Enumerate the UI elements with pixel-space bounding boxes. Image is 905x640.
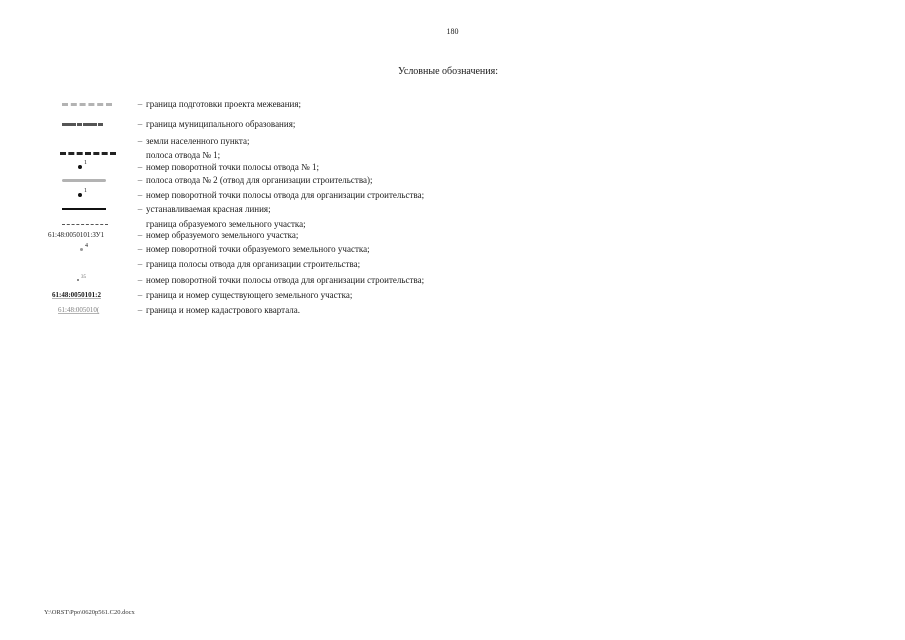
legend-symbol <box>40 161 130 173</box>
legend-row-project-boundary <box>40 98 560 110</box>
legend-title: Условные обозначения: <box>398 66 499 77</box>
legend-text: полоса отвода № 2 (отвод для организации строительства); <box>146 175 373 185</box>
dash: – <box>137 162 143 172</box>
dark-dashed-line-icon <box>62 224 108 225</box>
legend-row-formed-parcel-point <box>40 243 560 255</box>
legend-row-strip-1-point <box>40 161 560 173</box>
legend-text: граница и номер существующего земельного участка; <box>146 290 353 300</box>
legend-symbol <box>40 243 130 255</box>
legend-row-red-line <box>40 203 560 215</box>
legend-row-cadastral-quarter <box>40 304 560 316</box>
legend-row-existing-parcel <box>40 289 560 301</box>
parcel-number-label: 61:48:0050101:ЗУ1 <box>48 231 105 239</box>
point-dot-icon <box>78 165 82 169</box>
legend-symbol <box>40 189 130 201</box>
legend-symbol <box>40 135 130 147</box>
tiny-point-icon <box>77 279 79 281</box>
footer-file-path: Y:\ORST\Ppo\0620p561.C20.docx <box>44 609 135 616</box>
legend-text: номер поворотной точки образуемого земельного участка; <box>146 244 370 254</box>
legend-text: граница полосы отвода для организации строительства; <box>146 259 361 269</box>
legend-row-formed-parcel-number <box>40 229 560 241</box>
dash: – <box>137 305 143 315</box>
legend-row-strip-2 <box>40 174 560 186</box>
dash: – <box>137 204 143 214</box>
municipal-boundary-line-icon <box>62 123 104 126</box>
gray-solid-line-icon <box>62 179 106 182</box>
dash: – <box>137 259 143 269</box>
legend-symbol <box>40 118 130 130</box>
legend-text: граница подготовки проекта межевания; <box>146 99 302 109</box>
legend-row-construction-point <box>40 189 560 201</box>
legend-symbol <box>40 304 130 316</box>
legend-symbol <box>40 258 130 270</box>
legend-text: номер образуемого земельного участка; <box>146 230 299 240</box>
legend-symbol <box>40 289 130 301</box>
legend-symbol <box>40 274 130 286</box>
legend-text: земли населенного пункта; <box>146 136 250 146</box>
legend-row-construction-strip-point <box>40 274 560 286</box>
legend-row-construction-strip-boundary <box>40 258 560 270</box>
legend-symbol <box>40 203 130 215</box>
red-line-icon <box>62 208 106 210</box>
legend-symbol <box>40 98 130 110</box>
dash: – <box>137 119 143 129</box>
legend-text: номер поворотной точки полосы отвода для организации строительства; <box>146 190 425 200</box>
dash: – <box>137 290 143 300</box>
legend-text: граница и номер кадастрового квартала. <box>146 305 301 315</box>
gray-dashed-line-icon <box>62 103 112 106</box>
black-dashed-line-icon <box>60 152 116 155</box>
legend-text: полоса отвода № 1; <box>146 150 221 160</box>
existing-parcel-number-label: 61:48:0050101:2 <box>52 291 101 299</box>
dash: – <box>137 136 143 146</box>
dash: – <box>137 244 143 254</box>
small-point-icon <box>80 248 83 251</box>
dash: – <box>137 175 143 185</box>
cadastral-quarter-number-label: 61:48:005010( <box>58 306 100 314</box>
legend-row-strip-1 <box>40 149 560 161</box>
dash: – <box>137 190 143 200</box>
legend-text: номер поворотной точки полосы отвода № 1; <box>146 162 319 172</box>
point-label: 1 <box>84 160 87 166</box>
legend-text: устанавливаемая красная линия; <box>146 204 271 214</box>
dash: – <box>137 275 143 285</box>
dash: – <box>137 230 143 240</box>
legend-text: номер поворотной точки полосы отвода для организации строительства; <box>146 275 425 285</box>
dash: – <box>137 99 143 109</box>
point-label: 1 <box>84 188 87 194</box>
point-dot-icon <box>78 193 82 197</box>
legend-text: граница образуемого земельного участка; <box>146 219 306 229</box>
legend-text: граница муниципального образования; <box>146 119 296 129</box>
point-label: 4 <box>85 243 88 249</box>
legend-row-municipal-boundary <box>40 118 560 130</box>
point-label: 35 <box>81 275 86 280</box>
legend-row-settlement-lands <box>40 135 560 147</box>
page-number: 180 <box>446 27 459 36</box>
